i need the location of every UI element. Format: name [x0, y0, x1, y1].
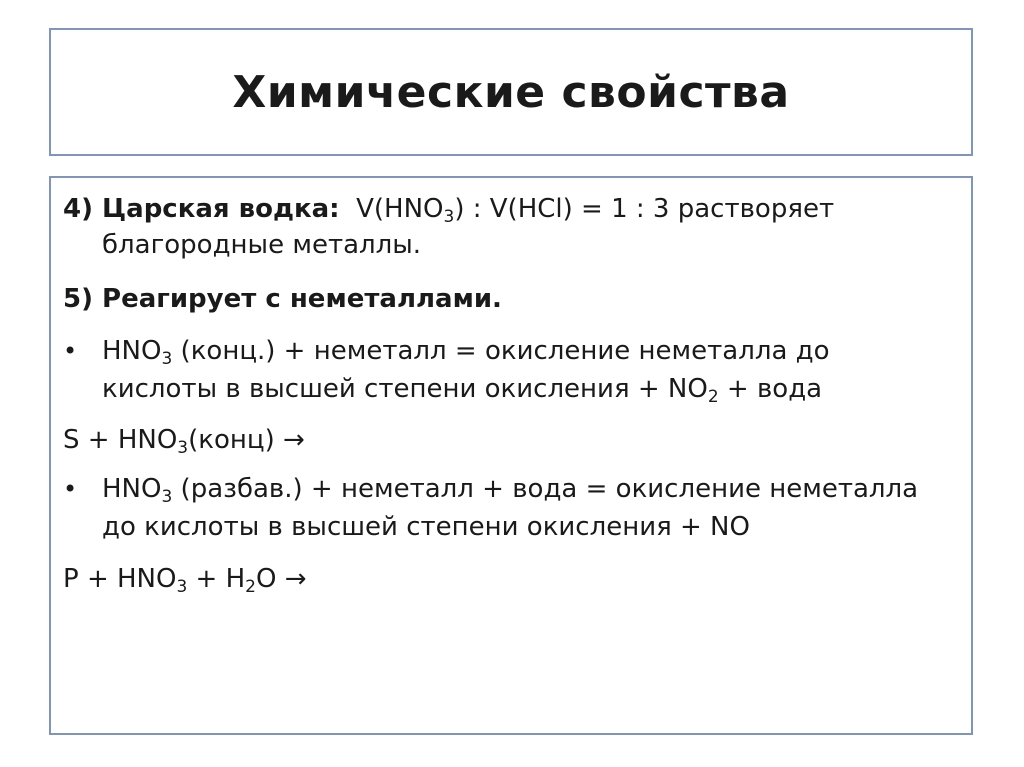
bullet1-part1: HNO	[102, 336, 162, 366]
eq-s-part2: (конц) →	[188, 425, 305, 455]
bullet1-sub2: 2	[707, 387, 719, 407]
slide-title: Химические свойства	[232, 66, 790, 118]
eq-p-part3: O →	[256, 564, 307, 594]
bullet2-line2: до кислоты в высшей степени окисления + NO	[102, 512, 750, 542]
bullet2-line1	[102, 472, 918, 506]
item4-sub3: 3	[443, 207, 455, 227]
eq-p-sub3: 3	[176, 577, 188, 597]
title-box	[49, 28, 973, 156]
bullet1-line2-part1: кислоты в высшей степени окисления + NO	[102, 374, 708, 404]
item4-label: 4) Царская водка:	[63, 194, 340, 224]
bullet2-marker: •	[63, 475, 78, 503]
item5-label: 5) Реагирует с неметаллами.	[63, 284, 502, 314]
content-box	[49, 176, 973, 735]
bullet1-marker: •	[63, 337, 78, 365]
bullet1-line2	[102, 372, 822, 406]
eq-s-sub3: 3	[177, 438, 189, 458]
bullet1-sub3: 3	[161, 349, 173, 369]
bullet1-line2-part2: + вода	[718, 374, 823, 404]
eq-p-part2: + H	[187, 564, 246, 594]
bullet1-line1	[102, 334, 830, 368]
item4-line2: благородные металлы.	[102, 230, 422, 260]
bullet1-part2: (конц.) + неметалл = окисление неметалла до	[172, 336, 830, 366]
item4-v-mid: ) : V(HCl) = 1 : 3 растворяет	[454, 194, 835, 224]
item4-line1	[63, 192, 834, 226]
bullet2-part2: (разбав.) + неметалл + вода = окисление неметалла	[172, 474, 919, 504]
eq-p-part1: P + HNO	[63, 564, 177, 594]
eq-p-sub2: 2	[245, 577, 256, 597]
item4-v-prefix: V(HNO	[356, 194, 444, 224]
eq-s-part1: S + HNO	[63, 425, 178, 455]
bullet2-part1: HNO	[102, 474, 162, 504]
equation-s	[63, 423, 305, 457]
bullet2-sub3: 3	[161, 487, 173, 507]
equation-p	[63, 562, 307, 596]
